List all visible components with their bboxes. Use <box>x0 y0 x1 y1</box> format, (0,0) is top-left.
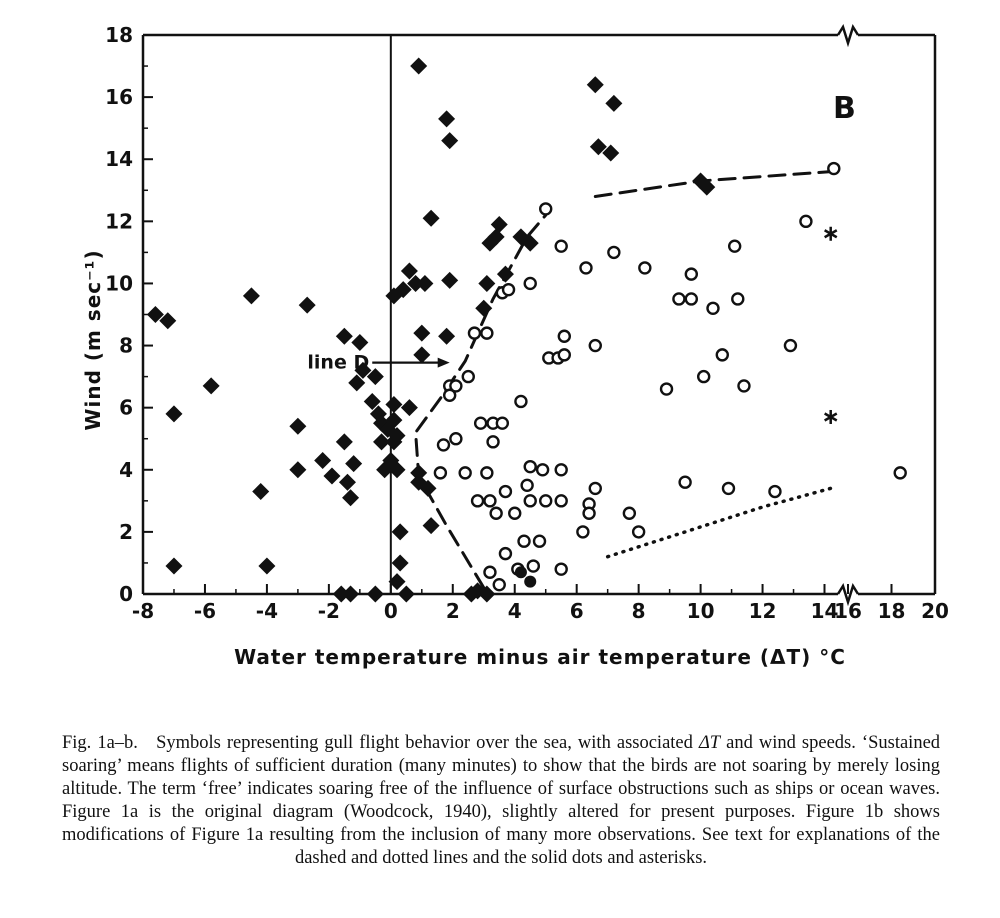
data-points <box>147 58 906 603</box>
diamond-point <box>478 275 495 292</box>
diamond-point <box>323 467 340 484</box>
diamond-point <box>416 275 433 292</box>
diamond-point <box>165 558 182 575</box>
diamond-point <box>385 396 402 413</box>
caption-label: Fig. 1a–b. <box>62 733 138 753</box>
open-circle-point <box>481 467 492 478</box>
diamond-point <box>342 586 359 603</box>
diamond-point <box>441 272 458 289</box>
diamond-point <box>289 418 306 435</box>
open-circle-point <box>481 328 492 339</box>
diamond-point <box>342 489 359 506</box>
y-tick-label: 6 <box>119 395 133 420</box>
open-circle-point <box>491 508 502 519</box>
open-circle-point <box>686 293 697 304</box>
open-circle-point <box>729 241 740 252</box>
diamond-point <box>438 110 455 127</box>
diamond-point <box>392 523 409 540</box>
open-circle-point <box>475 418 486 429</box>
x-axis-label: Water temperature minus air temperature (ΔT) °C <box>234 645 846 669</box>
open-circle-point <box>577 526 588 537</box>
open-circle-point <box>723 483 734 494</box>
x-tick-label: 2 <box>445 599 460 623</box>
y-tick-label: 10 <box>105 271 133 296</box>
open-circle-point <box>540 495 551 506</box>
open-circle-point <box>522 480 533 491</box>
open-circle-point <box>463 371 474 382</box>
open-circle-point <box>500 486 511 497</box>
diamond-point <box>605 95 622 112</box>
x-tick-label: 20 <box>921 599 949 623</box>
open-circle-point <box>680 477 691 488</box>
line-d-arrowhead <box>438 358 450 368</box>
open-circle-point <box>673 293 684 304</box>
solid-dot-point <box>515 566 527 578</box>
diamond-point <box>203 377 220 394</box>
diamond-point <box>587 76 604 93</box>
y-tick-label: 2 <box>119 519 133 544</box>
open-circle-point <box>698 371 709 382</box>
line-d-label: line D <box>307 351 370 374</box>
x-tick-label: 18 <box>877 599 906 623</box>
open-circle-point <box>515 396 526 407</box>
diamond-point <box>475 300 492 317</box>
asterisk-point <box>825 410 837 424</box>
open-circle-point <box>639 262 650 273</box>
open-circle-point <box>509 508 520 519</box>
diamond-point <box>345 455 362 472</box>
tick-labels <box>105 23 949 623</box>
x-tick-label: 4 <box>507 599 522 623</box>
diamond-point <box>392 554 409 571</box>
x-tick-label: -6 <box>193 599 217 623</box>
x-tick-label: -4 <box>255 599 279 623</box>
top-axis-break <box>838 27 858 43</box>
open-circle-point <box>450 380 461 391</box>
open-circle-point <box>556 564 567 575</box>
x-tick-label: 14 <box>810 599 839 623</box>
x-tick-label: 10 <box>686 599 715 623</box>
diamond-point <box>413 346 430 363</box>
trend-lines <box>416 172 831 588</box>
open-circle-point <box>785 340 796 351</box>
upper-dashed-line <box>595 172 830 197</box>
y-tick-label: 0 <box>119 582 133 606</box>
open-circle-point <box>559 331 570 342</box>
asterisk-point <box>825 227 837 241</box>
diamond-point <box>423 210 440 227</box>
diamond-point <box>398 586 415 603</box>
open-circle-point <box>435 467 446 478</box>
open-circle-point <box>686 269 697 280</box>
open-circle-point <box>828 163 839 174</box>
x-tick-label: -2 <box>317 599 340 623</box>
open-circle-point <box>525 278 536 289</box>
open-circle-point <box>556 495 567 506</box>
y-tick-label: 18 <box>105 23 133 47</box>
open-circle-point <box>460 467 471 478</box>
panel-label: B <box>833 91 856 126</box>
open-circle-point <box>624 508 635 519</box>
open-circle-point <box>525 495 536 506</box>
open-circle-point <box>537 464 548 475</box>
diamond-point <box>243 287 260 304</box>
dotted-line <box>608 488 831 556</box>
y-tick-label: 8 <box>119 333 133 358</box>
diamond-point <box>441 132 458 149</box>
open-circle-point <box>769 486 780 497</box>
open-circle-point <box>633 526 644 537</box>
diamond-point <box>413 325 430 342</box>
diamond-point <box>410 58 427 75</box>
open-circle-point <box>707 303 718 314</box>
y-tick-label: 14 <box>105 147 133 172</box>
diamond-point <box>339 474 356 491</box>
y-axis-label: Wind (m sec⁻¹) <box>81 249 105 431</box>
open-circle-point <box>580 262 591 273</box>
open-circle-point <box>497 418 508 429</box>
diamond-point <box>314 452 331 469</box>
x-tick-label: 6 <box>569 599 584 623</box>
caption-text-rest: and wind speeds. ‘Sustained soaring’ means flights of sufficient duration (many minutes) to show that the birds are not soaring by merely losing altitude. The term ‘free’ indicates soaring free of the influence of surface obstructions such as ships or ocean waves. Figure 1a is the original diagram (Woodcock, 1940), slightly altered for present purposes. Figure 1b shows modifications of Figure 1a resulting from the inclusion of many more observations. See text for explanations of the dashed and dotted lines and the solid dots and asterisks. <box>62 733 941 868</box>
open-circle-point <box>661 384 672 395</box>
y-tick-label: 12 <box>105 209 133 234</box>
open-circle-point <box>484 567 495 578</box>
open-circle-point <box>556 241 567 252</box>
caption-text-start: Symbols representing gull flight behavior over the sea, with associated <box>156 733 693 753</box>
x-tick-label: 12 <box>748 599 777 623</box>
open-circle-point <box>590 483 601 494</box>
open-circle-point <box>556 464 567 475</box>
open-circle-point <box>732 293 743 304</box>
open-circle-point <box>895 467 906 478</box>
diamond-point <box>491 216 508 233</box>
diamond-point <box>336 433 353 450</box>
open-circle-point <box>590 340 601 351</box>
diamond-point <box>438 328 455 345</box>
open-circle-point <box>450 433 461 444</box>
diamond-point <box>252 483 269 500</box>
open-circle-point <box>469 328 480 339</box>
open-circle-point <box>484 495 495 506</box>
open-circle-point <box>494 579 505 590</box>
diamond-point <box>289 461 306 478</box>
open-circle-point <box>584 508 595 519</box>
x-tick-label: 8 <box>631 599 646 623</box>
open-circle-point <box>500 548 511 559</box>
open-circle-point <box>519 536 530 547</box>
open-circle-point <box>438 439 449 450</box>
open-circle-point <box>800 216 811 227</box>
x-tick-label: 0 <box>383 599 398 623</box>
x-tick-label: 16 <box>834 599 862 623</box>
open-circle-point <box>534 536 545 547</box>
figure-caption <box>62 732 940 870</box>
open-circle-point <box>488 436 499 447</box>
diamond-point <box>258 558 275 575</box>
open-circle-point <box>528 561 539 572</box>
diamond-point <box>299 297 316 314</box>
open-circle-point <box>525 461 536 472</box>
axes-frame <box>143 27 935 602</box>
diamond-point <box>401 399 418 416</box>
open-circle-point <box>717 349 728 360</box>
y-tick-label: 4 <box>119 457 133 482</box>
y-tick-label: 16 <box>105 85 133 110</box>
diamond-point <box>367 586 384 603</box>
open-circle-point <box>559 349 570 360</box>
open-circle-point <box>472 495 483 506</box>
x-tick-label: -8 <box>131 599 155 623</box>
open-circle-point <box>608 247 619 258</box>
diamond-point <box>336 328 353 345</box>
caption-delta-t-symbol: ΔT <box>698 733 721 753</box>
diamond-point <box>423 517 440 534</box>
diamond-point <box>351 334 368 351</box>
diamond-point <box>165 405 182 422</box>
solid-dot-point <box>524 576 536 588</box>
open-circle-point <box>503 284 514 295</box>
open-circle-point <box>540 203 551 214</box>
open-circle-point <box>738 380 749 391</box>
